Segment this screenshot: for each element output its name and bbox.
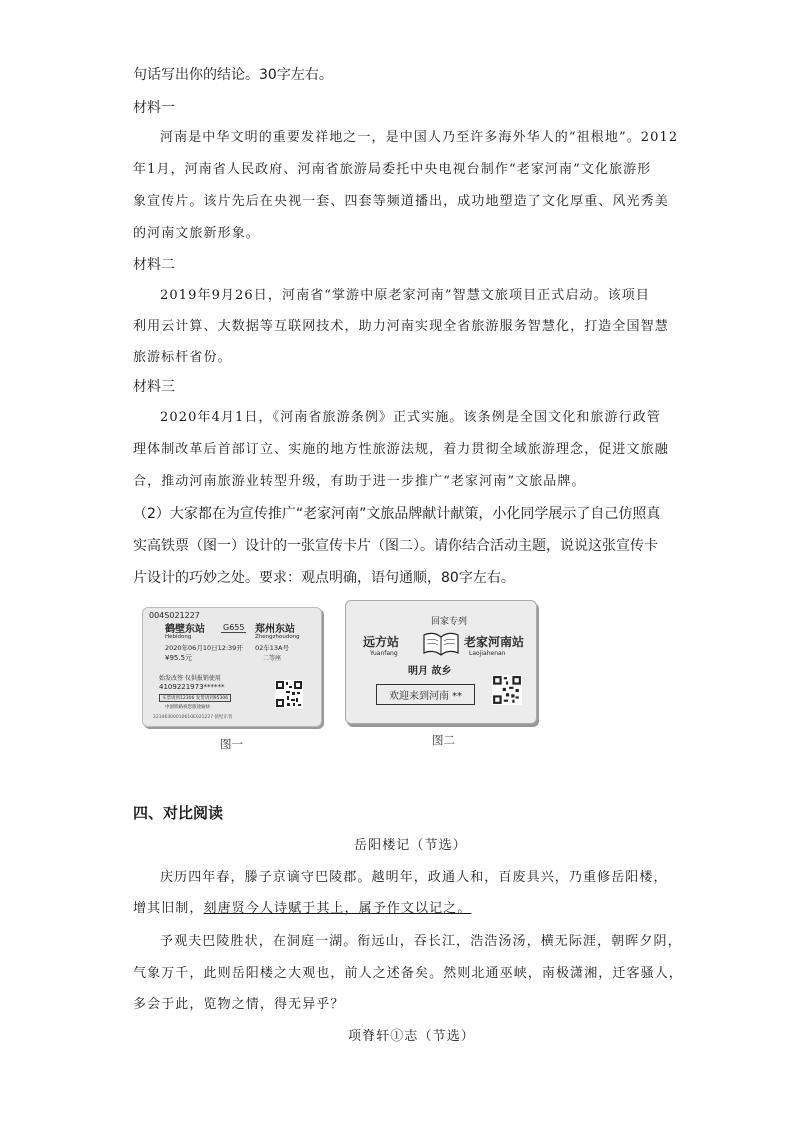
- question2-line-3: 片设计的巧妙之处。要求：观点明确，语句通顺，80字左右。: [133, 570, 515, 586]
- material1-label: 材料一: [133, 100, 175, 116]
- ticket-train-number: G655: [223, 623, 245, 632]
- passage1-title: 岳阳楼记（节选）: [354, 838, 467, 853]
- passage1-p1-line-1: 庆历四年春，滕子京谪守巴陵郡。越明年，政通人和，百废具兴，乃重修岳阳楼，: [160, 870, 668, 885]
- card-header: 回家专列: [431, 617, 468, 627]
- passage1-p1-line-2-start: 增其旧制，: [133, 901, 204, 916]
- passage1-p1-line-2: [133, 899, 471, 919]
- ticket-price: ¥95.5元: [165, 654, 193, 662]
- card-welcome-banner: 欢迎来到河南 **: [376, 684, 475, 705]
- ticket-qr-code: [275, 680, 303, 708]
- ticket-id-number: 4109221973******: [159, 683, 225, 691]
- card-from-station: 远方站: [363, 635, 400, 649]
- material3-line-1: 2020年4月1日，《河南省旅游条例》正式实施。该条例是全国文化和旅游行政管: [160, 410, 661, 425]
- question2-line-1: （2）大家都在为宣传推广“老家河南”文旅品牌献计献策，小化同学展示了自己仿照真: [133, 506, 661, 522]
- material2-label: 材料二: [133, 257, 175, 273]
- card-from-pinyin: Yuanfang: [370, 650, 398, 657]
- material1-line-2: 年1月，河南省人民政府、河南省旅游局委托中央电视台制作“老家河南”文化旅游形: [133, 162, 652, 177]
- ticket-serial: 004S021227: [149, 611, 200, 620]
- passage1-p2-line-2: 气象万千，此则岳阳楼之大观也，前人之述备矣。然则北通巫峡，南极潇湘，迁客骚人，: [133, 966, 683, 981]
- passage1-p2-line-1: 予观夫巴陵胜状，在洞庭一湖。衔远山，吞长江，浩浩汤汤，横无际涯，朝晖夕阴，: [160, 934, 682, 949]
- material2-line-2: 利用云计算、大数据等互联网技术，助力河南实现全省旅游服务智慧化，打造全国智慧: [133, 319, 669, 334]
- material1-line-1: 河南是中华文明的重要发祥地之一，是中国人乃至许多海外华人的“祖根地”。2012: [160, 130, 679, 145]
- figure2-promo-card: [345, 600, 537, 724]
- question-continuation: 句话写出你的结论。30字左右。: [133, 67, 333, 83]
- ticket-to-pinyin: Zhengzhoudong: [255, 634, 300, 640]
- section4-heading: 四、对比阅读: [133, 804, 224, 822]
- ticket-barcode-text: 22346300010610E021227 鹤壁东售: [153, 715, 233, 720]
- material3-line-2: 理体制改革后首部订立、实施的地方性旅游法规，着力贯彻全域旅游理念，促进文旅融: [133, 442, 669, 457]
- figure1-train-ticket: [142, 607, 322, 727]
- figure1-caption: 图一: [220, 737, 243, 751]
- ticket-seat: 02车13A号: [255, 644, 289, 652]
- ticket-note: 始发改签 仅供报销使用: [159, 675, 221, 682]
- ticket-from-pinyin: Hebidong: [165, 634, 192, 640]
- card-slogan: 明月 故乡: [408, 666, 452, 677]
- ticket-datetime: 2020年06月10日12:39开: [165, 644, 243, 652]
- material3-line-3: 合，推动河南旅游业转型升级，有助于进一步推广“老家河南”文旅品牌。: [133, 474, 586, 489]
- material1-line-4: 的河南文旅新形象。: [133, 226, 260, 241]
- open-book-icon: [422, 631, 460, 657]
- material1-line-3: 象宣传片。该片先后在央视一套、四套等频道播出，成功地塑造了文化厚重、风光秀美: [133, 194, 669, 209]
- card-to-station: 老家河南站: [464, 635, 525, 649]
- card-to-pinyin: Laojiahenan: [469, 650, 506, 657]
- ticket-from-station: 鹤壁东站: [165, 624, 205, 635]
- material2-line-1: 2019年9月26日，河南省“掌游中原老家河南”智慧文旅项目正式启动。该项目: [160, 288, 650, 303]
- passage1-p2-line-3: 多会于此，览物之情，得无异乎？: [133, 997, 345, 1012]
- material3-label: 材料三: [133, 379, 175, 395]
- card-qr-code: [492, 675, 522, 705]
- ticket-footer-1: 买票请到12306 发货请到95306: [159, 694, 231, 702]
- ticket-to-station: 郑州东站: [255, 624, 295, 635]
- ticket-footer-2: 中国铁路祝您旅途愉快: [165, 705, 210, 710]
- material2-line-3: 旅游标杆省份。: [133, 350, 232, 365]
- figure2-caption: 图二: [432, 733, 455, 747]
- passage1-underlined-sentence: 刻唐贤今人诗赋于其上，属予作文以记之。: [203, 901, 472, 916]
- ticket-seat-class: 二等座: [263, 655, 282, 662]
- question2-line-2: 实高铁票（图一）设计的一张宣传卡片（图二）。请你结合活动主题，说说这张宣传卡: [133, 538, 658, 554]
- passage2-title: 项脊轩①志（节选）: [348, 1029, 475, 1044]
